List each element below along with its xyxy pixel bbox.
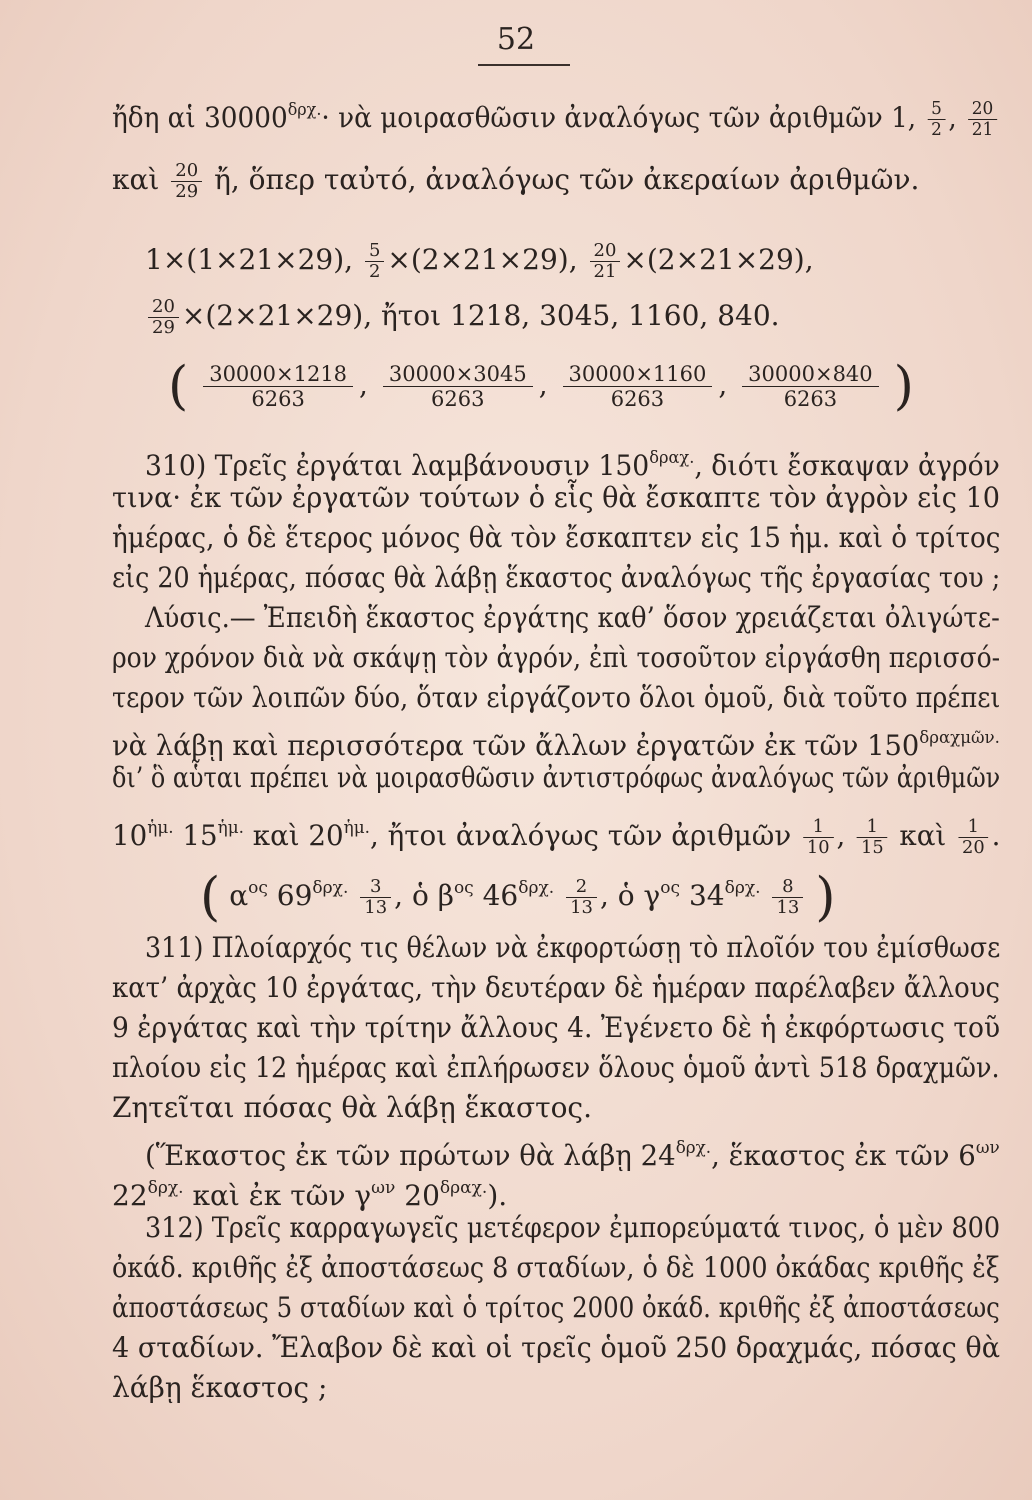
text-line: νὰ λάβῃ καὶ περισσότερα τῶν ἄλλων ἐργατῶν ἐκ τῶν $150^{\delta\rho\alpha\chi\mu ῶ\nu.}$ [112, 728, 1000, 762]
fraction: $\frac{1}{20}$ [958, 817, 989, 858]
fraction: $\frac{30000\times 840}{6263}$ [742, 362, 878, 411]
formula-line: ( $\frac{30000\times 1218}{6263}$ , $\frac{30000\times 3045}{6263}$ , $\frac{30000\times 1160}{6263}$ , $\frac{30000\times 840}{6263}$ ) [168, 356, 914, 417]
text-line: ἡμέρας, ὁ δὲ ἕτερος μόνος θὰ τὸν ἔσκαπτεν εἰς 15 ἡμ. καὶ ὁ τρίτος [112, 521, 1001, 554]
text-line: κατ’ ἀρχὰς 10 ἐργάτας, τὴν δευτέραν δὲ ἡμέραν παρέλαβεν ἄλλους [112, 971, 1000, 1004]
text-line: τινα· ἐκ τῶν ἐργατῶν τούτων ὁ εἷς θὰ ἔσκαπτε τὸν ἀγρὸν εἰς 10 [112, 481, 1001, 514]
fraction: $\frac{20}{21}$ [590, 241, 621, 282]
fraction: $\frac{1}{15}$ [857, 817, 888, 858]
fraction: $\frac{3}{13}$ [360, 877, 391, 918]
text-line: δι’ ὃ αὗται πρέπει νὰ μοιρασθῶσιν ἀντιστρόφως ἀναλόγως τῶν ἀριθμῶν [112, 761, 1001, 794]
text-line: 311) Πλοίαρχός τις θέλων νὰ ἐκφορτώσῃ τὸ πλοῖόν του ἐμίσθωσε [145, 931, 1001, 964]
text-line: (Ἕκαστος ἐκ τῶν πρώτων θὰ λάβῃ $24^{\delta\rho\chi.}$, ἕκαστος ἐκ τῶν $6^{\omega\nu}$ [145, 1138, 1000, 1172]
fraction: $\frac{20}{21}$ [968, 99, 997, 140]
fraction: $\frac{30000\times 1218}{6263}$ [203, 362, 353, 411]
text-line: ρον χρόνον διὰ νὰ σκάψῃ τὸν ἀγρόν, ἐπὶ τοσοῦτον εἰργάσθη περισσό- [112, 641, 1001, 674]
fraction: $\frac{5}{2}$ [927, 99, 945, 140]
fraction: $\frac{1}{10}$ [803, 817, 834, 858]
text-line: $\frac{20}{29}$ ×(2×21×29), ἤτοι 1218, 3045, 1160, 840. [145, 296, 780, 338]
text-line: εἰς 20 ἡμέρας, πόσας θὰ λάβῃ ἕκαστος ἀναλόγως τῆς ἐργασίας του ; [112, 561, 1001, 594]
fraction: $\frac{30000\times 1160}{6263}$ [563, 362, 713, 411]
answer-line: ( $\alpha^{o\varsigma}$ $69^{\delta\rho\chi.}$ $\frac{3}{13}$ , ὁ $\beta^{o\varsigma}$ $46^{\delta\rho\chi.}$ $\frac{2}{13}$ , ὁ $\gamma^{o\varsigma}$ $34^{\delta\rho\chi.}$ $\frac{8}{13}$ ) [200, 867, 836, 928]
text-line: Λύσις.— Ἐπειδὴ ἕκαστος ἐργάτης καθ’ ὅσον χρειάζεται ὀλιγώτε- [145, 601, 1000, 634]
text-line: 9 ἐργάτας καὶ τὴν τρίτην ἄλλους 4. Ἐγένετο δὲ ἡ ἐκφόρτωσις τοῦ [112, 1011, 1001, 1044]
text-line: 4 σταδίων. Ἔλαβον δὲ καὶ οἱ τρεῖς ὁμοῦ 250 δραχμάς, πόσας θὰ [112, 1331, 1000, 1364]
fraction: $\frac{8}{13}$ [772, 877, 803, 918]
text-line: $22^{\delta\rho\chi.}$ καὶ ἐκ τῶν $\gamma^{\omega\nu}$ $20^{\delta\rho\alpha\chi.}$). [112, 1178, 508, 1212]
text-line: ἀποστάσεως 5 σταδίων καὶ ὁ τρίτος 2000 ὀκάδ. κριθῆς ἐξ ἀποστάσεως [112, 1291, 1000, 1324]
text-line: καὶ $\frac{20}{29}$ ἤ, ὅπερ ταὐτό, ἀναλόγως τῶν ἀκεραίων ἀριθμῶν. [112, 160, 920, 202]
text-line: 312) Τρεῖς καρραγωγεῖς μετέφερον ἐμπορεύματά τινος, ὁ μὲν 800 [145, 1211, 1001, 1244]
text-line: λάβῃ ἕκαστος ; [112, 1371, 328, 1404]
page-number-rule [478, 64, 570, 66]
text-line: ὀκάδ. κριθῆς ἐξ ἀποστάσεως 8 σταδίων, ὁ δὲ 1000 ὀκάδας κριθῆς ἐξ [112, 1251, 1000, 1284]
text-line: Ζητεῖται πόσας θὰ λάβῃ ἕκαστος. [112, 1091, 593, 1124]
text-line: 1×(1×21×29), $\frac{5}{2}$ ×(2×21×29), $\frac{20}{21}$ ×(2×21×29), [145, 240, 814, 282]
text-line: πλοίου εἰς 12 ἡμέρας καὶ ἐπλήρωσεν ὅλους ὁμοῦ ἀντὶ 518 δραχμῶν. [112, 1051, 1000, 1084]
text-line: ἤδη αἱ $30000^{\delta\rho\chi.}\cdot$ νὰ μοιρασθῶσιν ἀναλόγως τῶν ἀριθμῶν 1, $\frac{5}{2}$ , $\frac{20}{21}$ [112, 90, 1000, 140]
fraction: $\frac{20}{29}$ [171, 161, 202, 202]
fraction: $\frac{20}{29}$ [148, 297, 179, 338]
text-line: $10^{ἡ\mu.}$ $15^{ἡ\mu.}$ καὶ $20^{ἡ\mu.}$, ἤτοι ἀναλόγως τῶν ἀριθμῶν $\frac{1}{10}$ , $\frac{1}{15}$ καὶ $\frac{1}{20}$ . [112, 816, 1001, 858]
page-number: 52 [496, 22, 536, 57]
fraction: $\frac{2}{13}$ [566, 877, 597, 918]
fraction: $\frac{5}{2}$ [365, 241, 384, 282]
text-line: τερον τῶν λοιπῶν δύο, ὅταν εἰργάζοντο ὅλοι ὁμοῦ, διὰ τοῦτο πρέπει [112, 681, 1001, 714]
text-line: 310) Τρεῖς ἐργάται λαμβάνουσιν $150^{\delta\rho\alpha\chi.}$, διότι ἔσκαψαν ἀγρόν [145, 448, 1000, 482]
fraction: $\frac{30000\times 3045}{6263}$ [383, 362, 533, 411]
